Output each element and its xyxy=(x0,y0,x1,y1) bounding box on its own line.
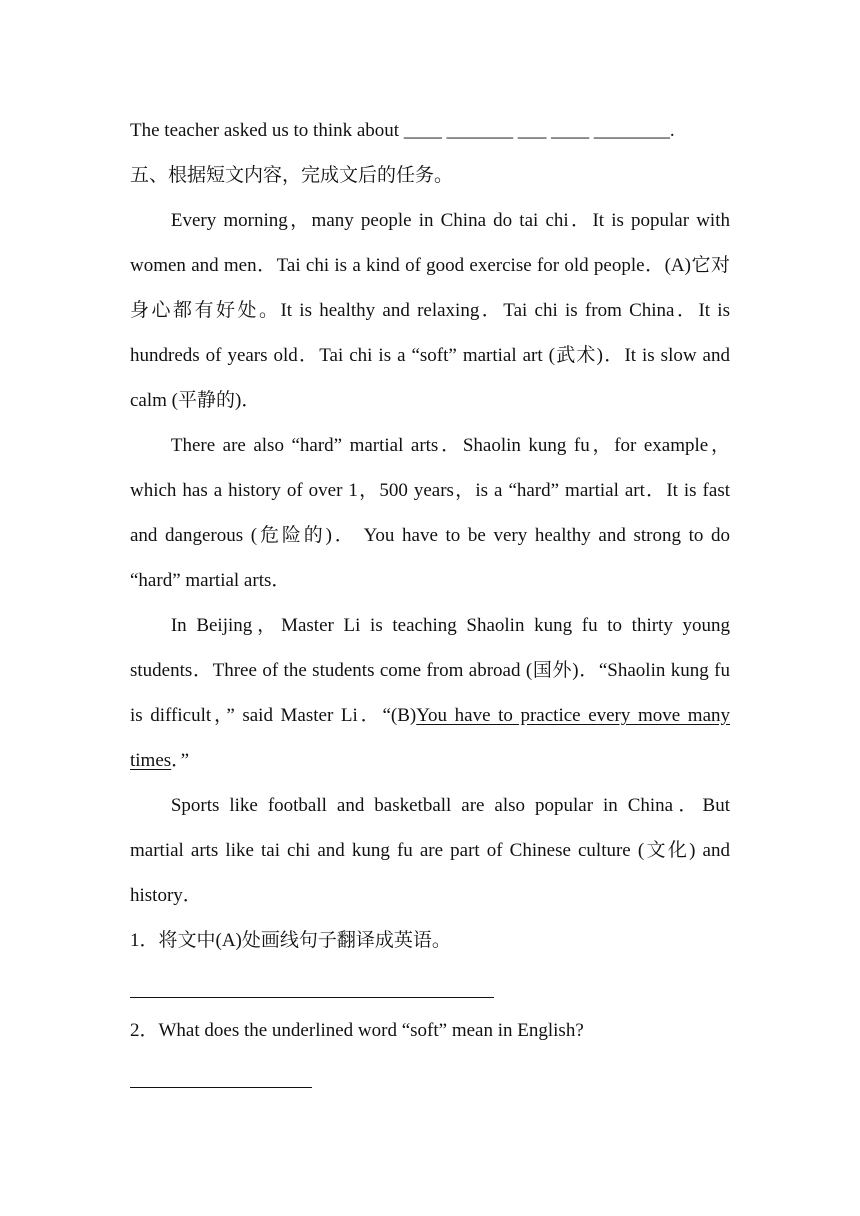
passage-paragraph-2: There are also “hard” martial arts．Shaolin kung fu，for example，which has a history of over 1，500 years，is a “hard” martial art．It is fast and dangerous (危险的)． You have to be very healthy and strong to do “hard” martial arts． xyxy=(130,435,730,591)
passage-paragraph-4: Sports like football and basketball are also popular in China．But martial arts like tai chi and kung fu are part of Chinese culture (文化) and history． xyxy=(130,795,730,906)
underlined-sentence-b: You have to practice every move many times xyxy=(130,705,730,771)
paragraph-3-closing: ．” xyxy=(171,750,190,771)
question-2: 2．What does the underlined word “soft” mean in English? xyxy=(130,1020,584,1041)
paragraph-3-text: In Beijing，Master Li is teaching Shaolin kung fu to thirty young students．Three of the students come from abroad (国外)．“Shaolin kung fu is difficult，” said Master Li．“(B) xyxy=(130,615,730,726)
answer-line-1[interactable] xyxy=(130,963,730,1008)
answer-line-2[interactable] xyxy=(130,1053,730,1098)
worksheet-page xyxy=(130,108,730,1098)
section-heading: 五、根据短文内容，完成文后的任务。 xyxy=(130,165,454,186)
passage-paragraph-3 xyxy=(130,603,730,783)
question-1: 1．将文中(A)处画线句子翻译成英语。 xyxy=(130,930,451,951)
answer-rule-1 xyxy=(130,997,494,998)
answer-rule-2 xyxy=(130,1087,312,1088)
passage-paragraph-1: Every morning，many people in China do tai chi．It is popular with women and men．Tai chi is a kind of good exercise for old people．(A)它对身心都有好处。It is healthy and relaxing．Tai chi is from China．It is hundreds of years old．Tai chi is a “soft” martial art (武术)．It is slow and calm (平静的)． xyxy=(130,210,730,411)
fill-in-sentence: The teacher asked us to think about ____ _______ ___ ____ ________. xyxy=(130,120,675,141)
